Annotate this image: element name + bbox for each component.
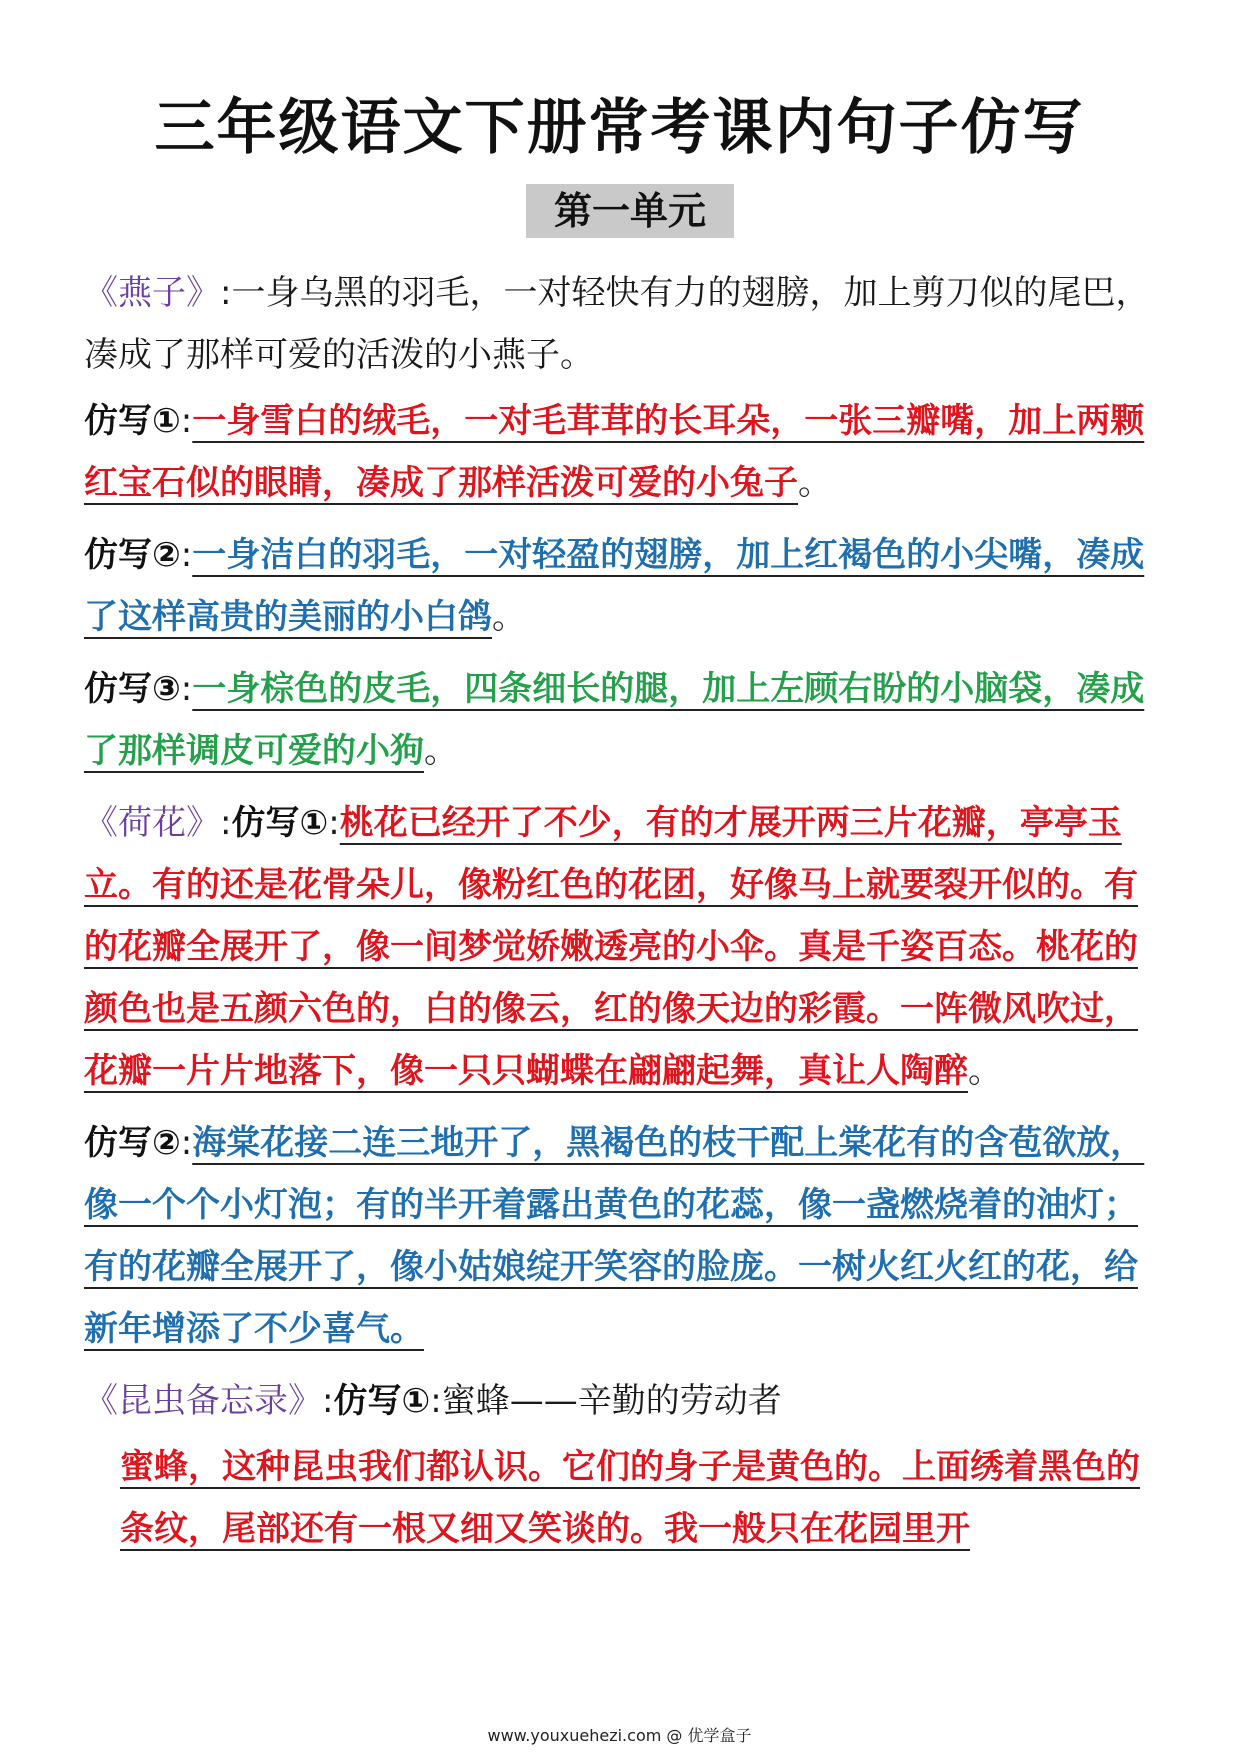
imitation-text: 一身洁白的羽毛，一对轻盈的翅膀，加上红褐色的小尖嘴，凑成了这样高贵的美丽的小白鸽 (84, 535, 1145, 637)
imitation-text: 一身雪白的绒毛，一对毛茸茸的长耳朵，一张三瓣嘴，加上两颗红宝石似的眼睛，凑成了那样活泼可爱的小兔子 (84, 401, 1145, 503)
book-title-lotus: 《荷花》 (84, 803, 220, 843)
imitation-label: 仿写① (231, 803, 329, 843)
swallow-imitation-1: 仿写①:一身雪白的绒毛，一对毛茸茸的长耳朵，一张三瓣嘴，加上两颗红宝石似的眼睛，凑成了那样活泼可爱的小兔子。 (84, 401, 1145, 503)
lotus-imitation-2: 仿写②:海棠花接二连三地开了，黑褐色的枝干配上棠花有的含苞欲放，像一个个小灯泡；有的半开着露出黄色的花蕊，像一盏燃烧着的油灯；有的花瓣全展开了，像小姑娘绽开笑容的脸庞。一树火红火红的花，给新年增添了不少喜气。 (84, 1123, 1145, 1349)
imitation-label: 仿写③ (84, 669, 181, 709)
footer-watermark: www.youxuehezi.com @ 优学盒子 (487, 1726, 752, 1745)
page-title: 三年级语文下册常考课内句子仿写 (154, 93, 1085, 163)
imitation-label: 仿写① (333, 1381, 431, 1421)
swallow-imitation-3: 仿写③:一身棕色的皮毛，四条细长的腿，加上左顾右盼的小脑袋，凑成了那样调皮可爱的小狗。 (84, 669, 1145, 771)
imitation-label: 仿写② (84, 535, 181, 575)
lotus-imitation-1: 《荷花》:仿写①:桃花已经开了不少，有的才展开两三片花瓣，亭亭玉立。有的还是花骨朵儿，像粉红色的花团，好像马上就要裂开似的。有的花瓣全展开了，像一间梦觉娇嫩透亮的小伞。真是千姿百态。桃花的颜色也是五颜六色的，白的像云，红的像天边的彩霞。一阵微风吹过，花瓣一片片地落下，像一只只蝴蝶在翩翩起舞，真让人陶醉。 (84, 803, 1138, 1091)
insects-imitation-text (84, 1436, 1164, 1560)
imitation-label: 仿写② (84, 1123, 181, 1163)
imitation-topic: 蜜蜂——辛勤的劳动者 (441, 1381, 782, 1421)
content (84, 262, 1164, 1570)
imitation-text: 桃花已经开了不少，有的才展开两三片花瓣，亭亭玉立。有的还是花骨朵儿，像粉红色的花团，好像马上就要裂开似的。有的花瓣全展开了，像一间梦觉娇嫩透亮的小伞。真是千姿百态。桃花的颜色也是五颜六色的，白的像云，红的像天边的彩霞。一阵微风吹过，花瓣一片片地落下，像一只只蝴蝶在翩翩起舞，真让人陶醉 (84, 803, 1138, 1091)
insects-imitation-1: 《昆虫备忘录》:仿写①:蜜蜂——辛勤的劳动者 (84, 1381, 782, 1421)
book-title-swallow: 《燕子》 (84, 273, 220, 313)
imitation-label: 仿写① (84, 401, 181, 441)
book-title-insects: 《昆虫备忘录》 (84, 1381, 322, 1421)
swallow-original: 《燕子》:一身乌黑的羽毛，一对轻快有力的翅膀，加上剪刀似的尾巴，凑成了那样可爱的活泼的小燕子。 (84, 273, 1150, 375)
imitation-text: 一身棕色的皮毛，四条细长的腿，加上左顾右盼的小脑袋，凑成了那样调皮可爱的小狗 (84, 669, 1145, 771)
original-sentence: 一身乌黑的羽毛，一对轻快有力的翅膀，加上剪刀似的尾巴，凑成了那样可爱的活泼的小燕子。 (84, 273, 1150, 375)
imitation-text: 海棠花接二连三地开了，黑褐色的枝干配上棠花有的含苞欲放，像一个个小灯泡；有的半开着露出黄色的花蕊，像一盏燃烧着的油灯；有的花瓣全展开了，像小姑娘绽开笑容的脸庞。一树火红火红的花，给新年增添了不少喜气。 (84, 1123, 1145, 1349)
unit-heading: 第一单元 (526, 184, 734, 238)
swallow-imitation-2: 仿写②:一身洁白的羽毛，一对轻盈的翅膀，加上红褐色的小尖嘴，凑成了这样高贵的美丽的小白鸽。 (84, 535, 1145, 637)
imitation-text: 蜜蜂，这种昆虫我们都认识。它们的身子是黄色的。上面绣着黑色的条纹，尾部还有一根又细又笑谈的。我一般只在花园里开 (120, 1447, 1140, 1549)
